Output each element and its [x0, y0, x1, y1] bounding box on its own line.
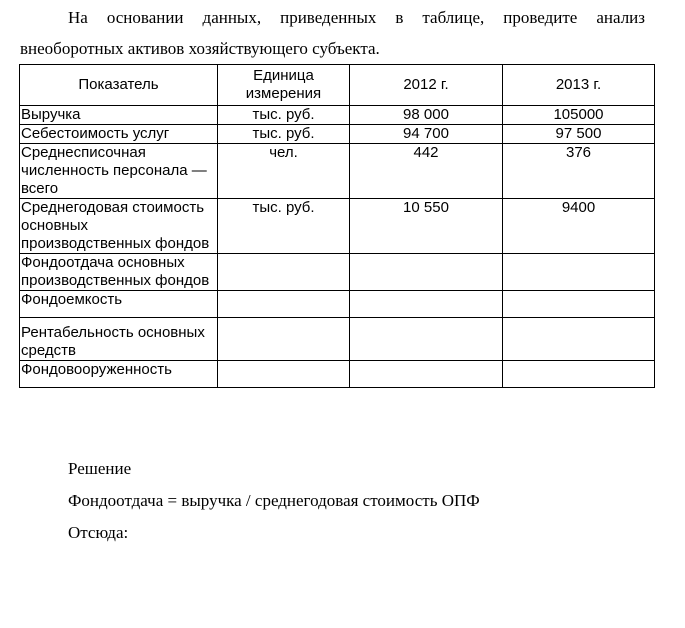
row-unit: чел.	[218, 144, 350, 199]
table-header-row	[20, 65, 655, 106]
row-label: Среднесписочная численность персонала — всего	[20, 144, 218, 199]
row-value-2013: 97 500	[503, 125, 655, 144]
row-value-2013: 376	[503, 144, 655, 199]
table-row	[20, 144, 655, 199]
table-row	[20, 254, 655, 291]
table-row	[20, 361, 655, 388]
row-label: Рентабельность основных средств	[20, 318, 218, 361]
header-2013: 2013 г.	[503, 65, 655, 106]
row-label: Выручка	[20, 106, 218, 125]
row-unit	[218, 291, 350, 318]
row-value-2013: 9400	[503, 199, 655, 254]
row-value-2012: 442	[350, 144, 503, 199]
row-value-2012	[350, 291, 503, 318]
header-indicator: Показатель	[20, 65, 218, 106]
row-label: Среднегодовая стоимость основных производственных фондов	[20, 199, 218, 254]
table-row	[20, 291, 655, 318]
row-label: Фондовооруженность	[20, 361, 218, 388]
row-label: Себестоимость услуг	[20, 125, 218, 144]
row-value-2012	[350, 318, 503, 361]
intro-paragraph: На основании данных, приведенных в таблице, проведите анализ внеоборотных активов хозяйствующего субъекта.	[20, 8, 645, 58]
header-unit: Единица измерения	[218, 65, 350, 106]
row-value-2012	[350, 361, 503, 388]
row-unit	[218, 361, 350, 388]
row-value-2012	[350, 254, 503, 291]
row-unit: тыс. руб.	[218, 125, 350, 144]
row-unit: тыс. руб.	[218, 106, 350, 125]
assets-table	[19, 64, 655, 388]
row-value-2013	[503, 361, 655, 388]
row-label: Фондоотдача основных производственных фондов	[20, 254, 218, 291]
row-value-2013	[503, 318, 655, 361]
solution-hence: Отсюда:	[68, 523, 129, 542]
solution-formula: Фондоотдача = выручка / среднегодовая стоимость ОПФ	[68, 491, 480, 510]
table-row	[20, 125, 655, 144]
row-label: Фондоемкость	[20, 291, 218, 318]
row-unit	[218, 318, 350, 361]
row-unit: тыс. руб.	[218, 199, 350, 254]
row-value-2013	[503, 254, 655, 291]
row-unit	[218, 254, 350, 291]
row-value-2012: 10 550	[350, 199, 503, 254]
table-row	[20, 318, 655, 361]
row-value-2013	[503, 291, 655, 318]
solution-heading: Решение	[68, 459, 132, 478]
table-row	[20, 106, 655, 125]
row-value-2012: 94 700	[350, 125, 503, 144]
header-2012: 2012 г.	[350, 65, 503, 106]
row-value-2012: 98 000	[350, 106, 503, 125]
row-value-2013: 105000	[503, 106, 655, 125]
table-row	[20, 199, 655, 254]
